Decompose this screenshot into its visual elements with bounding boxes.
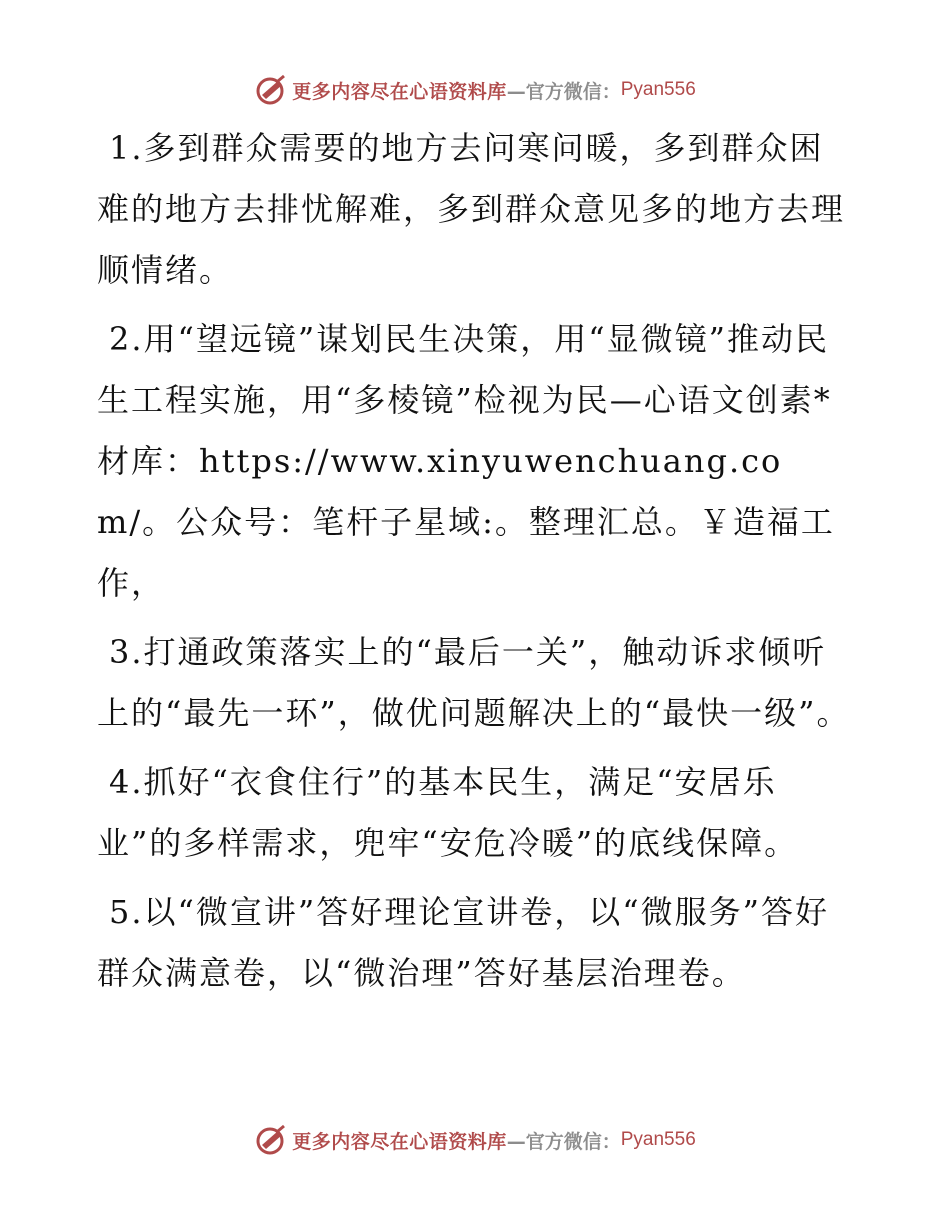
paragraph-2	[97, 309, 857, 614]
paragraph-4	[97, 752, 857, 874]
pen-logo-icon	[254, 1123, 288, 1157]
paragraph-3	[97, 622, 857, 744]
footer-wechat-label: —官方微信：	[506, 1130, 621, 1153]
header-brand-text: 更多内容尽在心语资料库	[292, 80, 507, 103]
pen-logo-icon	[254, 73, 288, 107]
paragraph-number: 1.	[109, 129, 144, 167]
document-body	[97, 118, 857, 1012]
paragraph-number: 4.	[109, 763, 144, 801]
paragraph-text: 以“微宣讲”答好理论宣讲卷，以“微服务”答好群众满意卷，以“微治理”答好基层治理卷。	[97, 893, 829, 992]
footer-wechat-id: Pyan556	[620, 1129, 696, 1150]
footer-watermark	[0, 1120, 950, 1160]
paragraph-number: 2.	[109, 320, 144, 358]
header-wechat-label: —官方微信：	[506, 80, 621, 103]
paragraph-number: 5.	[109, 893, 144, 931]
paragraph-text: 打通政策落实上的“最后一关”，触动诉求倾听上的“最先一环”，做优问题解决上的“最快一级”。	[97, 633, 851, 732]
paragraph-1	[97, 118, 857, 301]
paragraph-text: 抓好“衣食住行”的基本民生，满足“安居乐业”的多样需求，兜牢“安危冷暖”的底线保障。	[97, 763, 799, 862]
footer-brand-text: 更多内容尽在心语资料库	[292, 1130, 507, 1153]
paragraph-text: 用“望远镜”谋划民生决策，用“显微镜”推动民生工程实施，用“多棱镜”检视为民—心语文创素*材库：https://www.xinyuwenchuang.com/。公众号：笔杆子星域:。整理汇总。￥造福工作，	[97, 320, 835, 602]
paragraph-number: 3.	[109, 633, 144, 671]
header-watermark	[0, 70, 950, 110]
paragraph-text: 多到群众需要的地方去问寒问暖，多到群众困难的地方去排忧解难，多到群众意见多的地方去理顺情绪。	[97, 129, 846, 289]
header-wechat-id: Pyan556	[620, 79, 696, 100]
paragraph-5	[97, 882, 857, 1004]
